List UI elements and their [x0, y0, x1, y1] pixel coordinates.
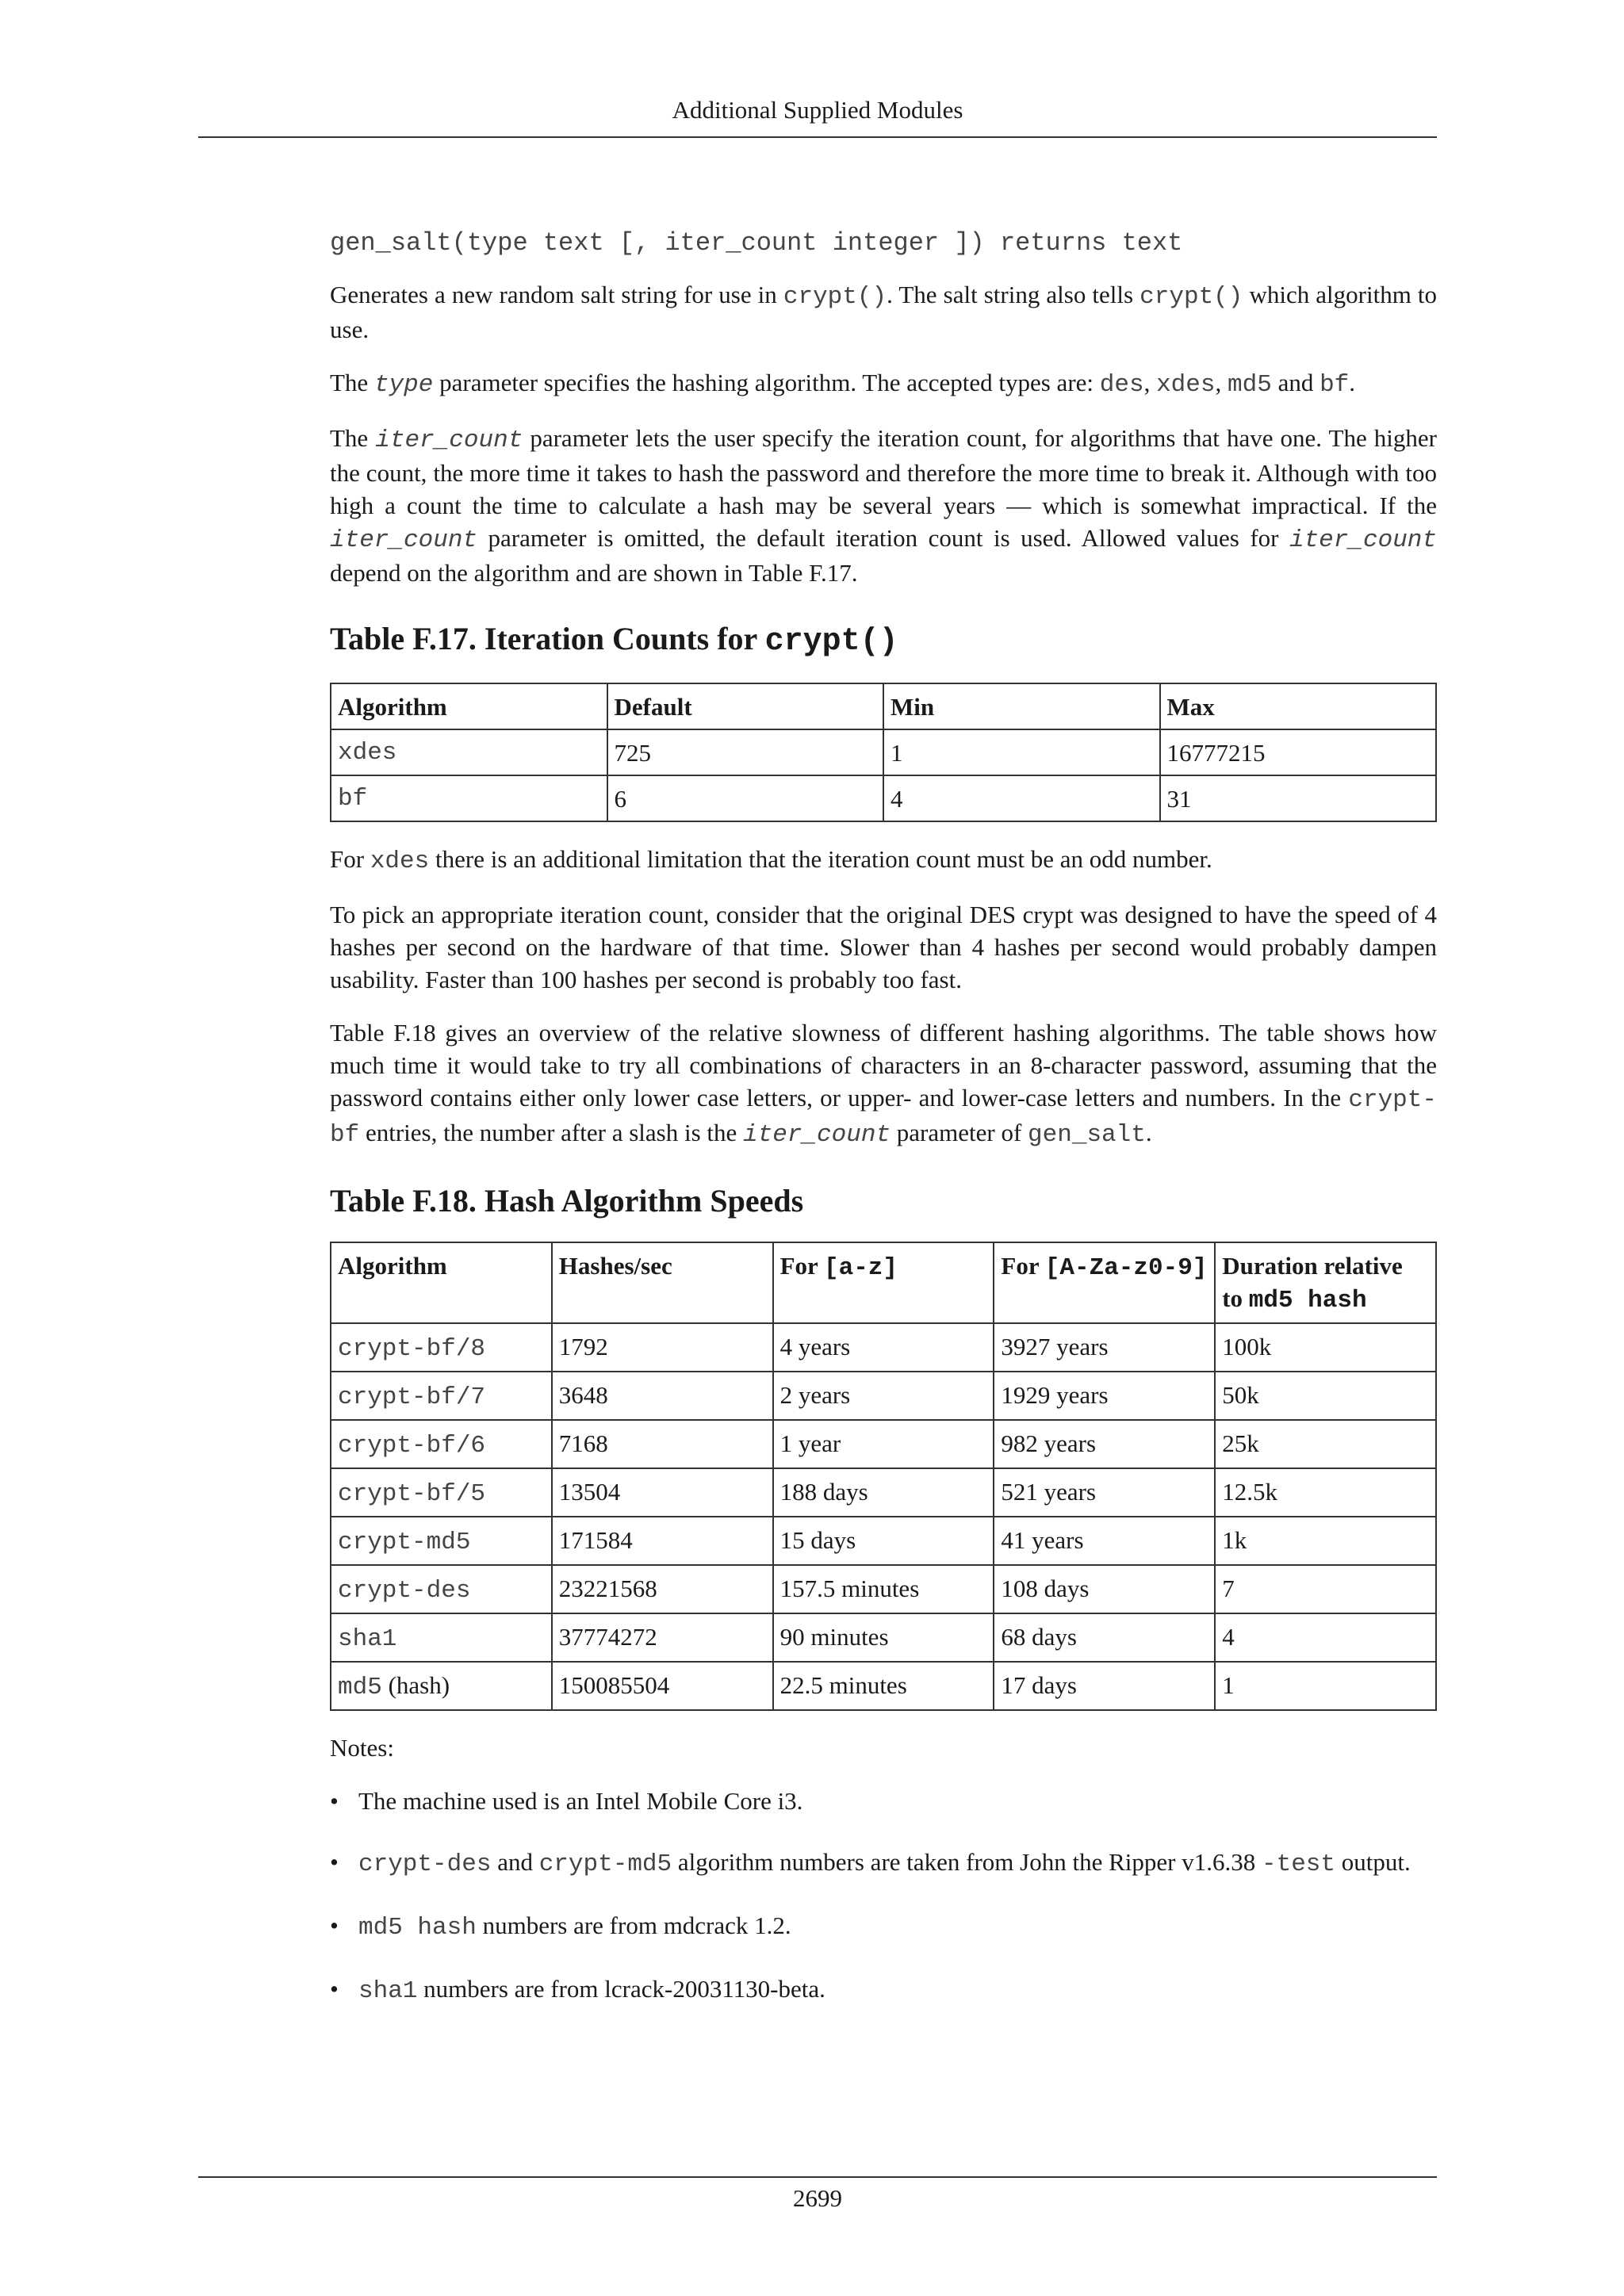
text: Table F.17. Iteration Counts for	[330, 621, 765, 656]
table-row	[331, 775, 1436, 821]
table-cell: 41 years	[994, 1517, 1215, 1565]
table-cell: 13504	[552, 1468, 773, 1517]
paragraph-iteration-advice: To pick an appropriate iteration count, consider that the original DES crypt was designed to have the speed of 4 hashes per second on the hardware of that time. Slower than 4 hashes per second would probably dampen usability. Faster than 100 hashes per second is probably too fast.	[330, 901, 1437, 993]
text: Table F.18 gives an overview of the relative slowness of different hashing algorithms. The table shows how much time it would take to try all combinations of characters in an 8-character password, assuming that the password contains either only lower case letters, or upper- and lower-case letters and numbers. In the	[330, 1019, 1437, 1112]
table-cell: 150085504	[552, 1662, 773, 1710]
code: [a-z]	[823, 1254, 898, 1282]
table-row	[331, 1468, 1436, 1517]
table-hash-speeds	[330, 1242, 1437, 1711]
algorithm-suffix: (hash)	[381, 1671, 450, 1699]
table-cell: 31	[1160, 775, 1437, 821]
code-crypt-des: crypt-des	[358, 1850, 492, 1878]
table-cell: 1792	[552, 1323, 773, 1372]
table-cell: 1	[1215, 1662, 1436, 1710]
code-xdes: xdes	[370, 848, 430, 875]
page-number: 2699	[793, 2184, 842, 2212]
text: Duration relative to	[1222, 1252, 1403, 1312]
text: ,	[1215, 369, 1228, 396]
list-item	[330, 1973, 1437, 2007]
text: parameter lets the user specify the iteration count, for algorithms that have one. The higher the count, the more time it takes to hash the password and therefore the more time to break it. Although with too high a count the time to calculate a hash may be several years — which is somewhat impractical. If the	[330, 424, 1438, 519]
page-content	[330, 227, 1437, 2036]
table-cell: 188 days	[773, 1468, 994, 1517]
text: Generates a new random salt string for use in	[330, 281, 783, 308]
text: .	[1145, 1119, 1152, 1146]
table-f17-title	[330, 619, 1437, 662]
table-cell: 4	[883, 775, 1160, 821]
table-row	[331, 1420, 1436, 1468]
paragraph-type-param	[330, 366, 1437, 401]
function-signature: gen_salt(type text [, iter_count integer ]) returns text	[330, 228, 1183, 258]
code-crypt: crypt()	[764, 624, 898, 660]
code-des: des	[1099, 371, 1144, 399]
algorithm-code: crypt-bf/6	[338, 1432, 486, 1460]
table-cell: 15 days	[773, 1517, 994, 1565]
table-cell: 25k	[1215, 1420, 1436, 1468]
algorithm-code: crypt-bf/5	[338, 1480, 486, 1508]
paragraph-xdes-note	[330, 843, 1437, 878]
table-cell: 4 years	[773, 1323, 994, 1372]
text: output.	[1335, 1848, 1411, 1876]
code-iter-count: iter_count	[743, 1121, 891, 1149]
code-crypt: crypt()	[783, 283, 887, 311]
table-row	[331, 1517, 1436, 1565]
table-cell: 16777215	[1160, 729, 1437, 775]
table-cell	[331, 1468, 552, 1517]
table-cell: 171584	[552, 1517, 773, 1565]
table-cell: 1929 years	[994, 1372, 1215, 1420]
text: . The salt string also tells	[887, 281, 1140, 308]
text: parameter of	[891, 1119, 1028, 1146]
paragraph-table-overview	[330, 1016, 1437, 1151]
column-header	[773, 1242, 994, 1323]
code-md5-hash: md5 hash	[358, 1914, 477, 1942]
text: and	[491, 1848, 539, 1876]
text: which algorithm to use.	[330, 281, 1437, 343]
code-iter-count: iter_count	[330, 526, 478, 554]
text: The machine used is an Intel Mobile Core i3.	[358, 1787, 803, 1815]
table-cell: 2 years	[773, 1372, 994, 1420]
table-cell: 1	[883, 729, 1160, 775]
table-cell: 982 years	[994, 1420, 1215, 1468]
table-cell: 725	[607, 729, 884, 775]
text: entries, the number after a slash is the	[359, 1119, 744, 1146]
bullet-icon: •	[330, 1787, 339, 1815]
table-cell	[331, 1323, 552, 1372]
column-header: Algorithm	[331, 683, 607, 729]
algorithm-code: crypt-bf/8	[338, 1335, 486, 1363]
table-cell	[331, 1420, 552, 1468]
table-cell	[331, 1565, 552, 1613]
bullet-icon: •	[330, 1911, 339, 1939]
code-type: type	[373, 371, 434, 399]
header-divider	[198, 136, 1437, 138]
algorithm-code: sha1	[338, 1625, 397, 1653]
code-gen-salt: gen_salt	[1028, 1121, 1146, 1149]
page-header: Additional Supplied Modules	[672, 96, 963, 124]
table-cell: 22.5 minutes	[773, 1662, 994, 1710]
text: The	[330, 424, 376, 452]
table-cell	[331, 1517, 552, 1565]
code-iter-count: iter_count	[375, 427, 523, 454]
table-cell: 6	[607, 775, 884, 821]
algorithm-code: crypt-des	[338, 1577, 471, 1605]
table-cell: 157.5 minutes	[773, 1565, 994, 1613]
table-cell: 1 year	[773, 1420, 994, 1468]
notes-list	[330, 1785, 1437, 2007]
text: For	[1001, 1252, 1045, 1280]
table-row	[331, 1323, 1436, 1372]
paragraph-iter-count	[330, 422, 1437, 589]
text: parameter is omitted, the default iteration count is used. Allowed values for	[477, 524, 1289, 552]
text: numbers are from lcrack-20031130-beta.	[417, 1975, 825, 2003]
table-cell: 37774272	[552, 1613, 773, 1662]
code-crypt: crypt()	[1139, 283, 1243, 311]
code-md5: md5	[1228, 371, 1272, 399]
table-cell: 521 years	[994, 1468, 1215, 1517]
bullet-icon: •	[330, 1848, 339, 1876]
table-cell: 108 days	[994, 1565, 1215, 1613]
table-cell	[331, 1372, 552, 1420]
code-iter-count: iter_count	[1289, 526, 1437, 554]
code-crypt-bf: crypt-bf	[330, 1086, 1437, 1149]
text: .	[1349, 369, 1356, 396]
column-header	[1215, 1242, 1436, 1323]
code-bf: bf	[1320, 371, 1350, 399]
column-header: Hashes/sec	[552, 1242, 773, 1323]
column-header	[994, 1242, 1215, 1323]
text: For	[330, 845, 370, 873]
table-cell: 12.5k	[1215, 1468, 1436, 1517]
table-cell: 7168	[552, 1420, 773, 1468]
text: parameter specifies the hashing algorithm. The accepted types are:	[433, 369, 1100, 396]
table-f18-title: Table F.18. Hash Algorithm Speeds	[330, 1183, 804, 1219]
table-row	[331, 729, 1436, 775]
table-cell: 17 days	[994, 1662, 1215, 1710]
code-sha1: sha1	[358, 1977, 418, 2005]
list-item	[330, 1909, 1437, 1944]
algorithm-code: crypt-md5	[338, 1529, 471, 1556]
table-row	[331, 1565, 1436, 1613]
table-row	[331, 1662, 1436, 1710]
text: depend on the algorithm and are shown in Table F.17.	[330, 559, 858, 587]
table-row	[331, 1372, 1436, 1420]
text: and	[1271, 369, 1320, 396]
table-header-row	[331, 1242, 1436, 1323]
column-header: Max	[1160, 683, 1437, 729]
table-cell: 4	[1215, 1613, 1436, 1662]
algorithm-code: crypt-bf/7	[338, 1383, 486, 1411]
table-cell: 23221568	[552, 1565, 773, 1613]
table-cell: 100k	[1215, 1323, 1436, 1372]
text: For	[779, 1252, 824, 1280]
list-item	[330, 1785, 1437, 1817]
code-test-flag: -test	[1261, 1850, 1335, 1878]
table-header-row	[331, 683, 1436, 729]
code: [A-Za-z0-9]	[1044, 1254, 1208, 1282]
table-cell	[331, 1662, 552, 1710]
text: ,	[1143, 369, 1157, 396]
column-header: Algorithm	[331, 1242, 552, 1323]
code-crypt-md5: crypt-md5	[538, 1850, 672, 1878]
footer-divider	[198, 2176, 1437, 2178]
table-cell: xdes	[331, 729, 607, 775]
table-row	[331, 1613, 1436, 1662]
table-cell: 50k	[1215, 1372, 1436, 1420]
table-cell: 1k	[1215, 1517, 1436, 1565]
table-cell: bf	[331, 775, 607, 821]
bullet-icon: •	[330, 1975, 339, 2003]
code: md5 hash	[1248, 1287, 1367, 1314]
algorithm-code: md5	[338, 1674, 382, 1701]
table-iteration-counts	[330, 683, 1437, 822]
column-header: Min	[883, 683, 1160, 729]
text: The	[330, 369, 374, 396]
table-cell: 3648	[552, 1372, 773, 1420]
text: algorithm numbers are taken from John the Ripper v1.6.38	[672, 1848, 1262, 1876]
notes-label: Notes:	[330, 1734, 394, 1762]
table-cell: 7	[1215, 1565, 1436, 1613]
paragraph-description	[330, 278, 1437, 346]
column-header: Default	[607, 683, 884, 729]
table-cell: 3927 years	[994, 1323, 1215, 1372]
code-xdes: xdes	[1156, 371, 1216, 399]
list-item	[330, 1846, 1437, 1881]
table-body	[331, 1323, 1436, 1710]
table-cell: 68 days	[994, 1613, 1215, 1662]
text: there is an additional limitation that the iteration count must be an odd number.	[429, 845, 1212, 873]
table-cell	[331, 1613, 552, 1662]
table-cell: 90 minutes	[773, 1613, 994, 1662]
text: numbers are from mdcrack 1.2.	[476, 1911, 791, 1939]
